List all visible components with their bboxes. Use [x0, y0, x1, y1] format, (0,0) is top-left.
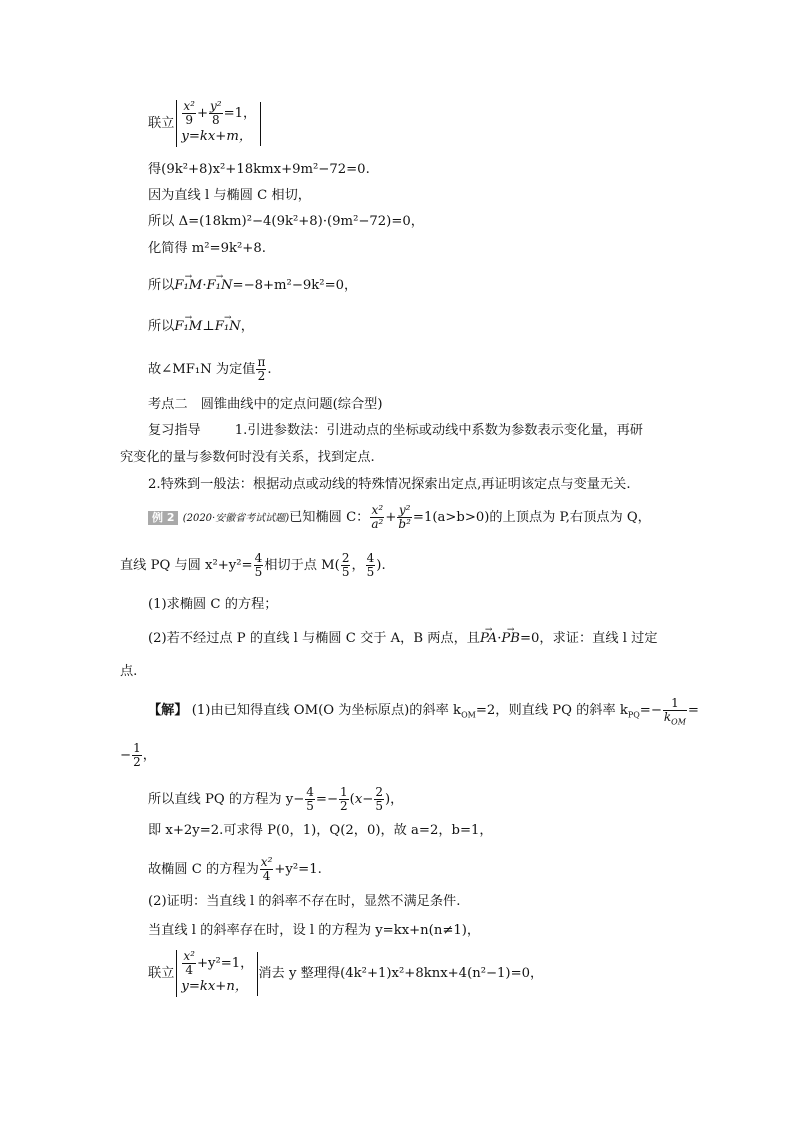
solution-line: 【解】 (1)由已知得直线 OM(O 为坐标原点)的斜率 $k_{OM}=2$，则直线 PQ 的斜率 $k_{PQ}=-$ $\frac{1}{k_{OM}}$ =: [148, 696, 699, 727]
line-pq-equation: 所以直线 PQ 的方程为 y− $\frac{4}{5}$ =− $\frac{1}{2}$ (x− $\frac{2}{5}$ )，: [148, 785, 404, 813]
text-line: 得(9k²+8)x²+18kmx+9m²−72=0.: [148, 162, 370, 177]
text-line: (2)证明：当直线 l 的斜率不存在时，显然不满足条件.: [148, 894, 461, 909]
text-line: 究变化的量与参数何时没有关系，找到定点.: [120, 450, 375, 465]
text-line: 所以 Δ=(18km)²−4(9k²+8)·(9m²−72)=0，: [148, 214, 424, 229]
text-line: 2.特殊到一般法：根据动点或动线的特殊情况探索出定点,再证明该定点与变量无关.: [148, 477, 631, 492]
example-source: (2020·安徽省考试试题): [182, 513, 290, 524]
question-2: (2)若不经过点 P 的直线 l 与椭圆 C 交于 A，B 两点，且→ PA·→ PB=0，求证：直线 l 过定: [148, 630, 658, 648]
example-badge: 例 2: [148, 511, 178, 525]
ellipse-equation: 故椭圆 C 的方程为 $\frac{\text{x²}}{4}$ +y²=1.: [148, 855, 322, 883]
text-line: 化简得 m²=9k²+8.: [148, 241, 266, 256]
constant-angle-line: 故∠MF₁N 为定值 $\frac{\pi}{2}$ .: [148, 355, 272, 383]
text-line: 点.: [120, 664, 138, 679]
text-line: 当直线 l 的斜率存在时，设 l 的方程为 y=kx+n(n≠1)，: [148, 923, 481, 938]
review-guide-line: 复习指导 1.引进参数法：引进动点的坐标或动线中系数为参数表示变化量，再研: [148, 423, 643, 438]
system-2-brace: $\frac{\text{x²}}{4}$ +y²=1， y=kx+n，: [176, 950, 253, 997]
text-line: 直线 PQ 与圆 x²+y²= $\frac{4}{5}$ 相切于点 M( $\frac{2}{5}$ ， $\frac{4}{5}$ ).: [120, 551, 386, 579]
vector-perp-line: 所以→ F₁M⊥→ F₁N，: [148, 318, 254, 336]
system-1-brace: $\frac{\text{x²}}{9}$ + $\frac{\text{y²}}{8}$ =1， y=kx+m，: [176, 100, 256, 147]
text-line: − $\frac{1}{2}$ ，: [120, 741, 156, 769]
system-equation-1: [148, 100, 261, 147]
solution-label: 【解】: [148, 703, 188, 718]
section-heading: 考点二 圆锥曲线中的定点问题(综合型): [148, 397, 383, 412]
system-equation-2: 联立 $\frac{\text{x²}}{4}$ +y²=1， y=kx+n， 消去 y 整理得(4k²+1)x²+8knx+4(n²−1)=0，: [148, 950, 543, 997]
question-1: (1)求椭圆 C 的方程；: [148, 597, 278, 612]
text-line: 因为直线 l 与椭圆 C 相切，: [148, 188, 311, 203]
system-1-prefix: 联立: [148, 116, 175, 131]
vector-dot-line: 所以→ F₁M·→ F₁N=−8+m²−9k²=0，: [148, 277, 357, 295]
example-2-statement: 例 2 (2020·安徽省考试试题)已知椭圆 C： $\frac{\text{x²}}{\text{a²}}$ + $\frac{\text{y²}}{\text{b²}}$ =1(a>b>0)的上顶点为 P,右顶点为 Q，: [148, 504, 651, 531]
text-line: 即 x+2y=2.可求得 P(0，1)，Q(2，0)，故 a=2，b=1，: [148, 823, 493, 838]
